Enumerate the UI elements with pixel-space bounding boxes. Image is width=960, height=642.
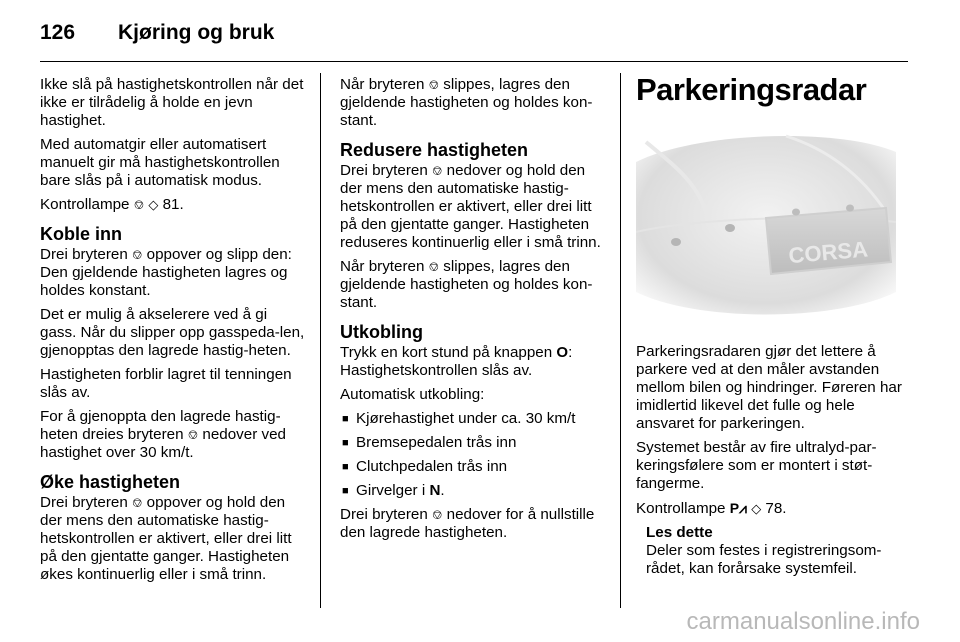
- paragraph: Drei bryteren ⎊ nedover og hold den der mens den automatiske hastig-hetskontrollen er aktivert, eller drei litt på den gjentatte ganger. Hastigheten reduseres kontinuerlig eller i små trinn.: [340, 162, 601, 251]
- note-box: [646, 524, 906, 578]
- column-2: [340, 76, 606, 548]
- watermark: carmanualsonline.info: [686, 608, 920, 635]
- cruise-control-icon: ⎊: [132, 247, 143, 262]
- paragraph: For å gjenoppta den lagrede hastig-heten dreies bryteren ⎊ nedover ved hastighet over 30 km/t.: [40, 408, 286, 461]
- page-header: [40, 21, 274, 45]
- section-heading: Koble inn: [40, 224, 122, 244]
- note-title: Les dette: [646, 524, 713, 541]
- bullet-list: [340, 410, 606, 500]
- section-heading: Utkobling: [340, 322, 423, 342]
- parking-sensor: [846, 205, 854, 212]
- page-ref-icon: ◇: [148, 197, 159, 212]
- paragraph: Drei bryteren ⎊ nedover for å nullstille den lagrede hastigheten.: [340, 506, 595, 541]
- list-item: ■ Bremsepedalen trås inn: [342, 434, 517, 451]
- paragraph: Hastigheten forblir lagret til tenningen slås av.: [40, 366, 292, 401]
- parking-assist-icon: P⩘: [729, 500, 747, 516]
- list-item: ■ Kjørehastighet under ca. 30 km/t: [342, 410, 576, 427]
- cruise-control-icon: ⎊: [428, 259, 440, 274]
- parking-sensor: [671, 238, 681, 246]
- paragraph: Med automatgir eller automatisert manuelt gir må hastighetskontrollen bare slås på i automatisk modus.: [40, 136, 280, 189]
- paragraph: Trykk en kort stund på knappen O: Hastighetskontrollen slås av.: [340, 344, 573, 379]
- column-divider-1: [320, 73, 321, 608]
- paragraph: Ikke slå på hastighetskontrollen når det ikke er tilrådelig å holde en jevn hastighet.: [40, 76, 304, 129]
- paragraph: Systemet består av fire ultralyd-par-keringsfølere som er montert i støt-fangerme.: [636, 439, 877, 492]
- parking-sensor: [725, 224, 735, 232]
- paragraph: Når bryteren ⎊ slippes, lagres den gjeldende hastigheten og holdes kon-stant.: [340, 76, 593, 129]
- page-title: Kjøring og bruk: [118, 21, 275, 44]
- note-text: Deler som festes i registreringsom-rådet, kan forårsake systemfeil.: [646, 542, 882, 577]
- column-divider-2: [620, 73, 621, 608]
- cruise-control-icon: ⎊: [132, 495, 143, 510]
- paragraph: Når bryteren ⎊ slippes, lagres den gjeldende hastigheten og holdes kon-stant.: [340, 258, 593, 311]
- column-1: [40, 76, 306, 590]
- paragraph: Automatisk utkobling:: [340, 386, 485, 403]
- section-heading: Redusere hastigheten: [340, 140, 529, 160]
- paragraph: Drei bryteren ⎊ oppover og hold den der mens den automatiske hastig-hetskontrollen er aktivert, eller drei litt på den gjentatte ganger. Hastigheten økes kontinuerlig eller i små trinn.: [40, 494, 292, 583]
- list-item: ■ Girvelger i N.: [342, 482, 445, 499]
- license-plate-text: CORSA: [787, 236, 869, 269]
- cruise-control-icon: ⎊: [133, 197, 145, 212]
- cruise-control-icon: ⎊: [432, 507, 443, 522]
- paragraph: Kontrollampe ⎊ ◇ 81.: [40, 196, 184, 213]
- parking-sensor: [792, 209, 800, 216]
- paragraph: Parkeringsradaren gjør det lettere å parkere ved at den måler avstanden mellom bilen og hindringer. Føreren har imidlertid likevel det fulle og hele ansvaret for parkeringen.: [636, 343, 902, 432]
- section-title: Parkeringsradar: [636, 72, 867, 107]
- column-3: [636, 74, 906, 578]
- list-item: ■ Clutchpedalen trås inn: [342, 458, 508, 475]
- paragraph: Det er mulig å akselerere ved å gi gass. Når du slipper opp gasspeda-len, gjenopptas den lagrede hastig-heten.: [40, 306, 305, 359]
- parking-sensor-photo: [636, 122, 896, 320]
- section-heading: Øke hastigheten: [40, 472, 181, 492]
- cancel-button-icon: O: [556, 344, 569, 361]
- cruise-control-icon: ⎊: [428, 77, 440, 92]
- paragraph: Drei bryteren ⎊ oppover og slipp den: Den gjeldende hastigheten lagres og holdes konstant.: [40, 246, 292, 299]
- paragraph: Kontrollampe P⩘ ◇ 78.: [636, 500, 787, 517]
- cruise-control-icon: ⎊: [187, 427, 199, 442]
- page-number: 126: [40, 21, 76, 44]
- page-ref-icon: ◇: [751, 501, 762, 516]
- header-divider: [40, 61, 908, 62]
- cruise-control-icon: ⎊: [432, 163, 443, 178]
